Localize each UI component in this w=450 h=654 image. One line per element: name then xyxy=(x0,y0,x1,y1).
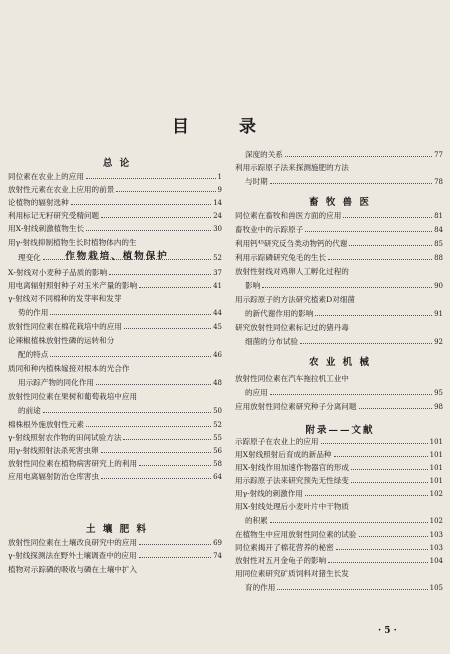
toc-entry xyxy=(8,538,222,548)
dot-leader xyxy=(359,408,433,409)
toc-entry-title: 利用标记无籽研究受精问题 xyxy=(8,211,100,220)
toc-entry xyxy=(235,374,443,384)
toc-entry-title: 放射性射线对鸡卵人工孵化过程的 xyxy=(235,267,349,276)
toc-entry xyxy=(8,565,222,575)
toc-entry-page: 58 xyxy=(213,460,222,468)
toc-entry xyxy=(8,433,222,443)
toc-entry-title: 育的作用 xyxy=(245,583,276,592)
toc-entry-title: 用同位素研究矿质饲料对猪生长发 xyxy=(235,569,349,578)
toc-entry xyxy=(235,402,443,412)
toc-entry-page: 85 xyxy=(434,240,443,248)
toc-entry-title: 利用示踪磷研究兔毛的生长 xyxy=(235,253,327,262)
dot-leader xyxy=(305,495,428,496)
toc-entry xyxy=(235,309,443,319)
toc-entry-page: 56 xyxy=(213,447,222,455)
toc-entry xyxy=(8,253,222,263)
toc-entry-title: 棉株根外施放射性元素 xyxy=(8,420,84,429)
toc-entry-title: 同位素揭开了棉花营养的秘密 xyxy=(235,543,334,552)
toc-entry-title: 示踪原子在农业上的应用 xyxy=(235,437,319,446)
toc-entry xyxy=(8,198,222,208)
toc-entry-page: 69 xyxy=(213,539,222,547)
toc-entry-title: 放射性同位素在果树和葡萄栽培中应用 xyxy=(8,392,138,401)
toc-entry xyxy=(8,420,222,430)
section-heading: 附录——文献 xyxy=(305,425,375,436)
toc-entry-page: 105 xyxy=(429,584,443,592)
toc-entry-title: 的新代谢作用的影响 xyxy=(245,309,314,318)
toc-entry-page: 103 xyxy=(429,531,443,539)
toc-entry xyxy=(8,294,222,304)
toc-entry xyxy=(235,388,443,398)
toc-entry xyxy=(235,543,443,553)
toc-entry-page: 50 xyxy=(213,407,222,415)
toc-entry-page: 102 xyxy=(429,517,443,525)
toc-entry-page: 92 xyxy=(434,338,443,346)
toc-entry-title: 用示踪原子的方法研究植素D对细菌 xyxy=(235,295,355,304)
toc-entry-page: 24 xyxy=(213,212,222,220)
dot-leader xyxy=(101,478,211,479)
toc-entry xyxy=(235,239,443,249)
dot-leader xyxy=(109,274,211,275)
toc-entry xyxy=(8,378,222,388)
toc-entry-page: 64 xyxy=(213,473,222,481)
toc-entry-title: 畜牧业中的示踪原子 xyxy=(235,225,304,234)
toc-entry-title: 用示踪产物的同化作用 xyxy=(18,378,94,387)
dot-leader xyxy=(50,314,211,315)
toc-entry xyxy=(8,472,222,482)
toc-entry-page: 101 xyxy=(429,477,443,485)
page-title: 目 录 xyxy=(172,117,278,137)
toc-entry-title: 用X射线照射后育成的新品种 xyxy=(235,450,332,459)
toc-entry-title: 与时期 xyxy=(245,177,268,186)
dot-leader xyxy=(336,549,428,550)
toc-entry xyxy=(8,551,222,561)
toc-entry-title: 在植物生中应用放射性同位素的试验 xyxy=(235,530,357,539)
toc-entry xyxy=(235,450,443,460)
dot-leader xyxy=(359,536,428,537)
toc-entry-page: 88 xyxy=(434,254,443,262)
toc-entry-title: 用电离辐射照射种子对玉米产量的影响 xyxy=(8,281,138,290)
toc-entry xyxy=(8,336,222,346)
dot-leader xyxy=(285,156,432,157)
section-heading: 畜 牧 兽 医 xyxy=(309,197,371,208)
toc-entry xyxy=(235,489,443,499)
toc-entry-title: 的前途 xyxy=(18,406,41,415)
toc-entry-page: 1 xyxy=(217,173,222,181)
dot-leader xyxy=(50,356,211,357)
toc-entry-page: 101 xyxy=(429,438,443,446)
toc-entry-title: 植物对示踪磷的吸收与磷在土壤中扩入 xyxy=(8,565,138,574)
toc-entry xyxy=(235,337,443,347)
dot-leader xyxy=(43,259,211,260)
toc-entry xyxy=(8,322,222,332)
toc-entry-page: 91 xyxy=(434,310,443,318)
toc-entry xyxy=(8,238,222,248)
toc-entry-page: 84 xyxy=(434,226,443,234)
dot-leader xyxy=(270,183,432,184)
toc-entry xyxy=(235,556,443,566)
dot-leader xyxy=(101,217,211,218)
dot-leader xyxy=(101,452,211,453)
toc-entry-page: 95 xyxy=(434,389,443,397)
toc-entry-title: 研究放射性同位素标记过的猪丹毒 xyxy=(235,323,349,332)
dot-leader xyxy=(300,343,432,344)
toc-entry xyxy=(8,406,222,416)
toc-entry xyxy=(8,350,222,360)
toc-entry-title: 细菌的分布试验 xyxy=(245,337,299,346)
toc-entry-title: 放射性同位素在汽车拖拉机工业中 xyxy=(235,374,349,383)
toc-entry-title: γ-射线照射农作物的田间试验方法 xyxy=(8,433,122,442)
toc-entry-page: 104 xyxy=(429,557,443,565)
toc-entry xyxy=(235,323,443,333)
toc-entry xyxy=(235,569,443,579)
toc-entry-page: 37 xyxy=(213,269,222,277)
toc-entry xyxy=(8,224,222,234)
toc-entry-title: 用γ-射线照射法杀死害虫卵 xyxy=(8,446,99,455)
dot-leader xyxy=(328,259,432,260)
toc-entry xyxy=(8,392,222,402)
toc-entry-title: 同位素在畜牧和兽医方面的应用 xyxy=(235,211,342,220)
page-number: · 5 · xyxy=(378,626,397,636)
toc-entry-title: 应用电离辐射防治仓库害虫 xyxy=(8,472,100,481)
toc-entry-title: 势的作用 xyxy=(18,308,49,317)
dot-leader xyxy=(139,544,211,545)
toc-entry-page: 98 xyxy=(434,403,443,411)
dot-leader xyxy=(96,384,211,385)
dot-leader xyxy=(277,589,427,590)
toc-entry xyxy=(235,267,443,277)
dot-leader xyxy=(139,287,211,288)
toc-entry-title: Ⅹ-射线对小麦种子品质的影响 xyxy=(8,268,108,277)
toc-entry-title: 用示踪原子法来研究预先无性绿变 xyxy=(235,476,349,485)
toc-entry xyxy=(235,530,443,540)
dot-leader xyxy=(86,230,211,231)
toc-entry-title: 放射性元素在农业上应用的前景 xyxy=(8,185,115,194)
toc-entry-title: 的积累 xyxy=(245,516,268,525)
toc-entry-title: γ-射线探测法在野外土壤调查中的应用 xyxy=(8,551,137,560)
toc-entry-title: 应用放射性同位素研究种子分离问题 xyxy=(235,402,357,411)
toc-entry-title: 放射性对五月金龟子的影响 xyxy=(235,556,327,565)
toc-entry-title: 配的特点 xyxy=(18,350,49,359)
toc-entry-page: 9 xyxy=(217,186,222,194)
dot-leader xyxy=(124,328,211,329)
toc-entry xyxy=(8,172,222,182)
dot-leader xyxy=(86,426,211,427)
toc-entry-title: 同位素在农业上的应用 xyxy=(8,172,84,181)
toc-entry-page: 45 xyxy=(213,323,222,331)
toc-entry xyxy=(8,211,222,221)
toc-entry xyxy=(8,459,222,469)
toc-entry-page: 81 xyxy=(434,212,443,220)
toc-entry-page: 14 xyxy=(213,199,222,207)
dot-leader xyxy=(270,394,432,395)
toc-entry-page: 101 xyxy=(429,464,443,472)
dot-leader xyxy=(305,231,432,232)
toc-entry-page: 101 xyxy=(429,451,443,459)
dot-leader xyxy=(321,443,428,444)
toc-entry-title: 放射性同位素在植物病害研究上的利用 xyxy=(8,459,138,468)
toc-entry-page: 52 xyxy=(213,254,222,262)
toc-entry-page: 90 xyxy=(434,282,443,290)
toc-entry-title: 用γ-射线抑制植物生长时植物体内的生 xyxy=(8,238,137,247)
toc-entry xyxy=(8,268,222,278)
toc-entry xyxy=(235,150,443,160)
toc-entry-title: γ-射线对不同棉种的发芽率和发芽 xyxy=(8,294,122,303)
dot-leader xyxy=(116,191,215,192)
toc-entry xyxy=(235,476,443,486)
toc-entry-page: 74 xyxy=(213,552,222,560)
toc-entry-page: 41 xyxy=(213,282,222,290)
toc-entry xyxy=(235,211,443,221)
section-heading: 土 壤 肥 料 xyxy=(86,524,148,535)
toc-entry xyxy=(235,281,443,291)
dot-leader xyxy=(343,217,432,218)
toc-entry-title: 利用示踪原子法来探测施肥的方法 xyxy=(235,163,349,172)
toc-entry xyxy=(235,437,443,447)
section-heading: 作物栽培、植物保护 xyxy=(65,251,169,262)
toc-entry-title: 理变化 xyxy=(18,253,41,262)
toc-entry-page: 46 xyxy=(213,351,222,359)
dot-leader xyxy=(71,204,211,205)
dot-leader xyxy=(315,315,432,316)
toc-entry-title: 用γ-射线的刺激作用 xyxy=(235,489,303,498)
dot-leader xyxy=(139,465,211,466)
toc-entry xyxy=(235,177,443,187)
toc-entry-page: 55 xyxy=(213,434,222,442)
toc-entry xyxy=(235,253,443,263)
toc-entry-page: 44 xyxy=(213,309,222,317)
toc-entry-page: 30 xyxy=(213,225,222,233)
toc-entry xyxy=(235,516,443,526)
toc-entry-title: 论辣椒植株放射性磷的运转和分 xyxy=(8,336,115,345)
toc-entry-title: 的应用 xyxy=(245,388,268,397)
toc-entry xyxy=(235,463,443,473)
toc-entry xyxy=(8,185,222,195)
toc-entry xyxy=(235,295,443,305)
dot-leader xyxy=(123,439,211,440)
toc-entry-page: 102 xyxy=(429,490,443,498)
toc-entry xyxy=(235,583,443,593)
toc-entry xyxy=(235,225,443,235)
toc-entry-page: 78 xyxy=(434,178,443,186)
section-heading: 农 业 机 械 xyxy=(309,357,371,368)
toc-entry xyxy=(8,364,222,374)
toc-entry-title: 质同和种内植株嫁接对根本的光合作 xyxy=(8,364,130,373)
toc-entry-title: 利用钙⁴⁵研究反刍类动物钙的代谢 xyxy=(235,239,348,248)
dot-leader xyxy=(328,562,428,563)
toc-entry-title: 放射性同位素在棉花栽培中的应用 xyxy=(8,322,122,331)
toc-entry-page: 48 xyxy=(213,379,222,387)
toc-entry-title: 用X-射线刺激植物生长 xyxy=(8,224,85,233)
toc-entry-title: 用X-射线作用加速作物器官的形成 xyxy=(235,463,350,472)
dot-leader xyxy=(349,245,432,246)
toc-entry-title: 放射性同位素在土壤改良研究中的应用 xyxy=(8,538,138,547)
toc-entry-title: 影响 xyxy=(245,281,261,290)
toc-entry-page: 77 xyxy=(434,151,443,159)
dot-leader xyxy=(43,412,211,413)
dot-leader xyxy=(262,287,432,288)
toc-entry-page: 52 xyxy=(213,421,222,429)
dot-leader xyxy=(270,522,428,523)
toc-entry xyxy=(235,502,443,512)
dot-leader xyxy=(351,469,428,470)
toc-entry-page: 103 xyxy=(429,544,443,552)
toc-entry-title: 论植物的辐射选种 xyxy=(8,198,69,207)
section-heading: 总 论 xyxy=(102,158,132,169)
toc-entry xyxy=(8,281,222,291)
dot-leader xyxy=(351,482,428,483)
toc-entry-title: 深度的关系 xyxy=(245,150,283,159)
toc-entry xyxy=(8,446,222,456)
dot-leader xyxy=(139,557,211,558)
toc-entry xyxy=(235,163,443,173)
dot-leader xyxy=(334,456,428,457)
toc-entry xyxy=(8,308,222,318)
toc-entry-title: 用X-射线处理后小麦叶片中干物质 xyxy=(235,502,350,511)
dot-leader xyxy=(86,178,216,179)
